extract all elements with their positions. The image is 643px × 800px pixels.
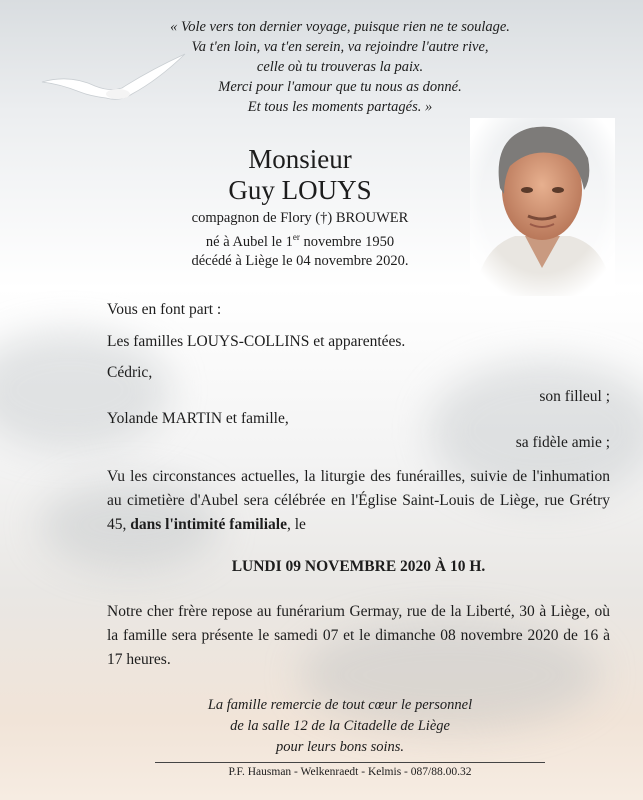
ceremony-paragraph: [107, 465, 610, 537]
thanks-block: [150, 695, 530, 758]
poem-line: celle où tu trouveras la paix.: [256, 59, 424, 75]
death-line: décédé à Liège le 04 novembre 2020.: [191, 252, 409, 269]
poem-line: « Vole vers ton dernier voyage, puisque rien ne te soulage.: [170, 19, 510, 35]
rest-paragraph: Notre cher frère repose au funérarium Germay, rue de la Liberté, 30 à Liège, où la famille sera présente le samedi 07 et le dimanche 08 novembre 2020 de 16 à 17 heures.: [107, 603, 610, 668]
honorific: Monsieur: [248, 144, 352, 174]
poem-line: Et tous les moments partagés. »: [247, 99, 433, 115]
birth-prefix: né à Aubel le 1: [205, 233, 293, 250]
portrait-photo: [470, 118, 615, 296]
birth-suffix: novembre 1950: [299, 233, 395, 250]
deceased-name: Guy LOUYS: [228, 175, 372, 205]
thanks-line: La famille remercie de tout cœur le personnel: [207, 697, 473, 713]
person-role: sa fidèle amie ;: [515, 434, 610, 451]
thanks-line: pour leurs bons soins.: [275, 739, 405, 755]
families-line: Les familles LOUYS-COLLINS et apparentées.: [107, 333, 406, 350]
person-role: son filleul ;: [539, 388, 610, 405]
ceremony-text: Vu les circonstances actuelles, la liturgie des funérailles, suivie de l'inhumation au cimetière d'Aubel sera célébrée en l'Église Saint-Louis de Liège, rue Grétry 45,: [107, 468, 610, 533]
ceremony-text-end: , le: [286, 516, 306, 533]
footer-text: P.F. Hausman - Welkenraedt - Kelmis - 087/88.00.32: [228, 766, 472, 778]
ceremony-date: LUNDI 09 NOVEMBRE 2020 À 10 H.: [231, 558, 486, 575]
announcement-intro: Vous en font part :: [107, 301, 222, 318]
poem-line: Va t'en loin, va t'en serein, va rejoindre l'autre rive,: [191, 39, 489, 55]
deceased-block: [140, 144, 460, 271]
poem-quote: [150, 17, 530, 117]
companion-line: compagnon de Flory (†) BROUWER: [191, 210, 409, 226]
birth-line: [140, 228, 460, 252]
birth-sup: er: [292, 232, 300, 242]
footer-divider: [155, 762, 545, 763]
person-name: Cédric,: [107, 364, 153, 381]
thanks-line: de la salle 12 de la Citadelle de Liège: [230, 718, 450, 734]
ceremony-bold-text: dans l'intimité familiale: [130, 516, 287, 533]
poem-line: Merci pour l'amour que tu nous as donné.: [218, 79, 462, 95]
person-name: Yolande MARTIN et famille,: [107, 410, 289, 427]
